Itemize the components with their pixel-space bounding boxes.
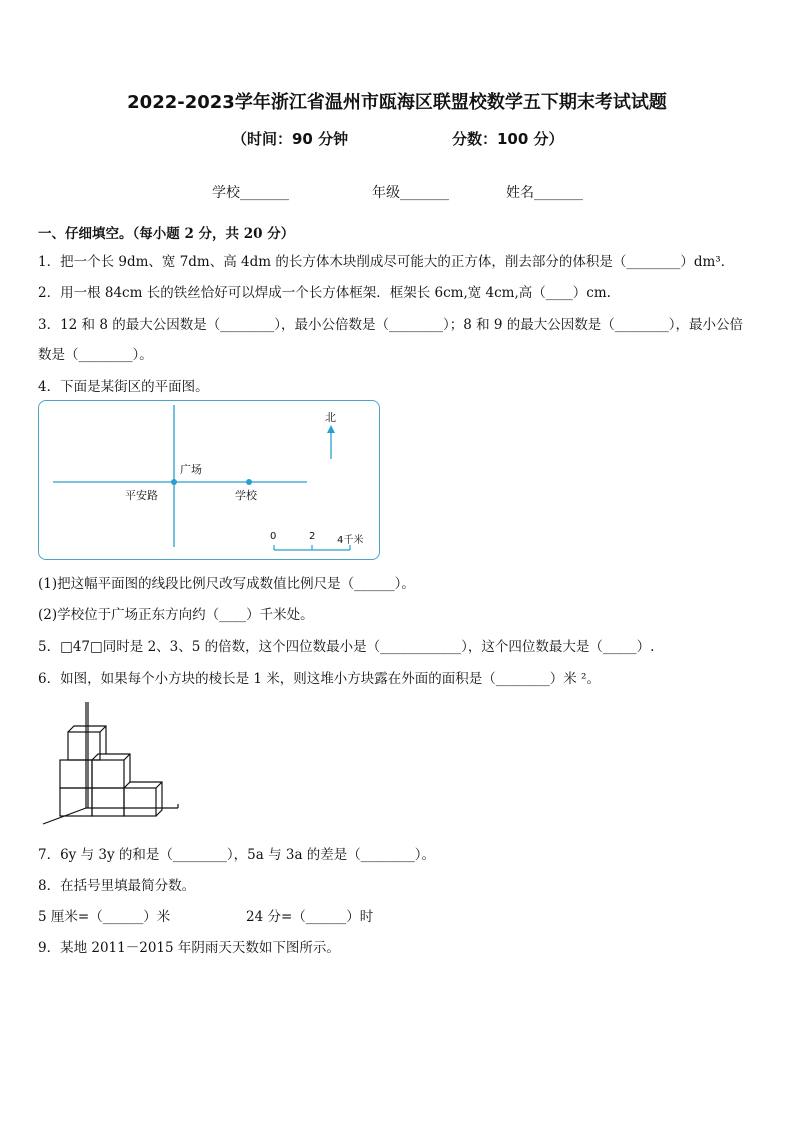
north-arrow-icon <box>327 425 335 433</box>
school-label: 学校 <box>235 489 257 502</box>
question-1: 1．把一个长 9dm、宽 7dm、高 4dm 的长方体木块削成尽可能大的正方体，削去部分的体积是（________）dm³． <box>38 254 735 270</box>
exam-score: 分数：100 分） <box>452 130 564 148</box>
school-field: 学校_______ <box>212 185 289 201</box>
scale-label-0: 0 <box>270 531 277 542</box>
street-map-drawing <box>39 401 381 561</box>
question-4-part-1: (1)把这幅平面图的线段比例尺改写成数值比例尺是（______）。 <box>38 576 415 592</box>
school-point <box>246 479 252 485</box>
street-map <box>38 400 380 560</box>
question-6: 6．如图，如果每个小方块的棱长是 1 米，则这堆小方块露在外面的面积是（________）米 ²。 <box>38 671 600 687</box>
plaza-label: 广场 <box>180 463 202 476</box>
question-9: 9．某地 2011－2015 年阴雨天天数如下图所示。 <box>38 940 340 956</box>
question-7: 7．6y 与 3y 的和是（________），5a 与 3a 的差是（________）。 <box>38 847 436 863</box>
cube <box>92 760 124 788</box>
page-title: 2022-2023学年浙江省温州市瓯海区联盟校数学五下期末考试试题 <box>127 92 667 113</box>
question-8: 8．在括号里填最简分数。 <box>38 878 196 894</box>
question-8-part-a: 5 厘米=（______）米 <box>38 909 171 925</box>
question-3-line-1: 3．12 和 8 的最大公因数是（________），最小公倍数是（________）；8 和 9 的最大公因数是（________），最小公倍 <box>38 317 744 333</box>
plaza-point <box>171 479 177 485</box>
cube <box>124 788 156 816</box>
scale-label-2: 2 <box>309 531 316 542</box>
exam-time: （时间：90 分钟 <box>232 130 349 148</box>
question-4: 4．下面是某街区的平面图。 <box>38 379 209 395</box>
question-5: 5．□47□同时是 2、3、5 的倍数，这个四位数最小是（____________），这个四位数最大是（_____）. <box>38 639 655 655</box>
question-2: 2．用一根 84cm 长的铁丝恰好可以焊成一个长方体框架．框架长 6cm,宽 4cm,高（____）cm. <box>38 285 611 301</box>
question-4-part-2: (2)学校位于广场正东方向约（____）千米处。 <box>38 607 314 623</box>
cube-stack-figure <box>38 698 188 832</box>
north-label: 北 <box>325 411 336 424</box>
question-3-line-2: 数是（________）。 <box>38 347 153 363</box>
cube <box>92 788 124 816</box>
grade-field: 年级_______ <box>372 185 449 201</box>
road-label: 平安路 <box>125 489 158 502</box>
cube <box>60 760 92 788</box>
name-field: 姓名_______ <box>506 185 583 201</box>
section-heading: 一、仔细填空。（每小题 2 分，共 20 分） <box>38 226 295 242</box>
question-8-part-b: 24 分=（______）时 <box>246 909 374 925</box>
scale-label-4: 4千米 <box>337 535 364 546</box>
cube <box>68 732 100 760</box>
